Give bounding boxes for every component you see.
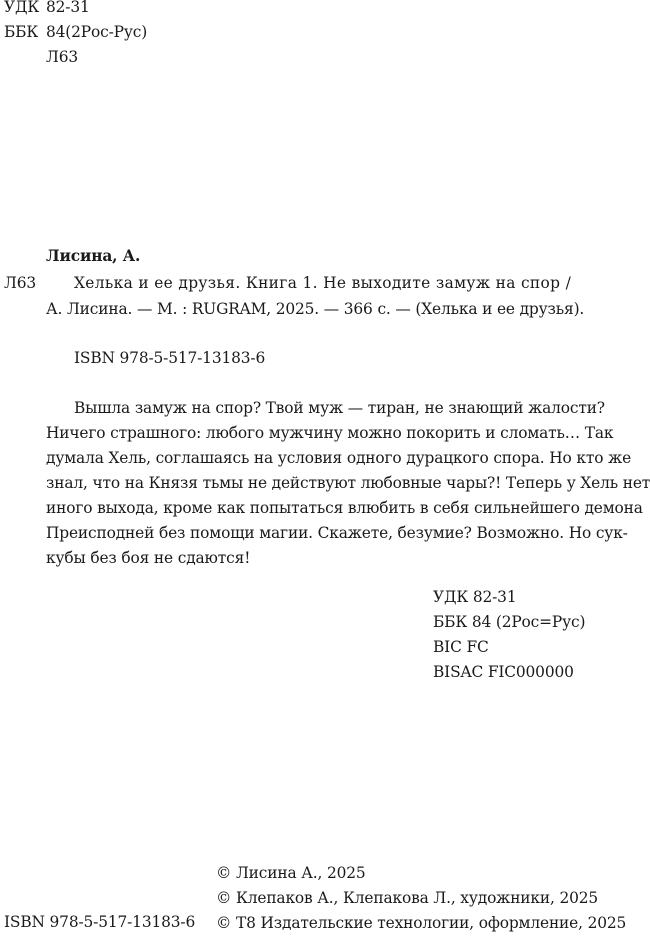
annotation-line: думала Хель, соглашаясь на условия одного дурацкого спора. Но кто же [46,449,632,467]
annotation-line: иного выхода, кроме как попытаться влюбить в себя сильнейшего демона [46,499,643,517]
isbn: ISBN 978-5-517-13183-6 [74,349,266,367]
classification-bisac: BISAC FIC000000 [433,663,574,681]
classification-bic: BIC FC [433,638,489,656]
author-mark: Л63 [46,48,78,66]
annotation-line: знал, что на Князя тьмы не действуют любовные чары?! Теперь у Хель нет [46,474,650,492]
biblio-line-2: А. Лисина. — М. : RUGRAM, 2025. — 366 с. — (Хелька и ее друзья). [46,300,585,318]
bbk-label: ББК [4,23,39,41]
annotation-line: Преисподней без помощи магии. Скажете, безумие? Возможно. Но сук- [46,524,628,542]
classification-bbk: ББК 84 (2Рос=Рус) [433,613,586,631]
annotation-line: кубы без боя не сдаются! [46,549,251,567]
bbk-value: 84(2Рос-Рус) [46,23,148,41]
annotation-line: Ничего страшного: любого мужчину можно покорить и сломать… Так [46,424,614,442]
udk-value: 82-31 [46,0,90,16]
udk-label: УДК [4,0,40,16]
copyright-line: © Лисина А., 2025 [216,864,366,882]
bottom-isbn: ISBN 978-5-517-13183-6 [4,913,196,931]
biblio-line-1: Хелька и ее друзья. Книга 1. Не выходите замуж на спор / [74,274,572,292]
left-author-mark: Л63 [4,274,36,292]
copyright-line: © Т8 Издательские технологии, оформление, 2025 [216,914,627,932]
annotation-line: Вышла замуж на спор? Твой муж — тиран, не знающий жалости? [74,399,605,417]
copyright-line: © Клепаков А., Клепакова Л., художники, 2025 [216,889,599,907]
classification-udk: УДК 82-31 [433,588,517,606]
author-heading: Лисина, А. [46,247,141,265]
